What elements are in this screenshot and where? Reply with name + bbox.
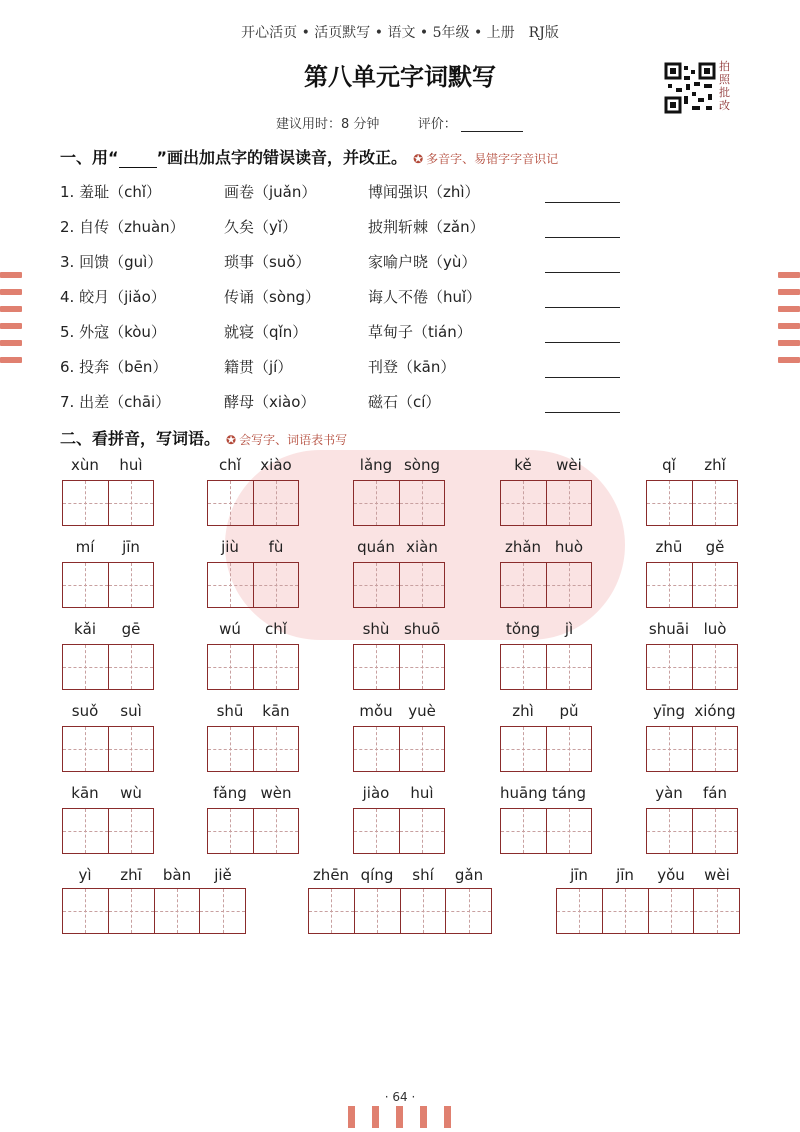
writing-cell[interactable]	[547, 481, 592, 525]
writing-cell[interactable]	[354, 563, 400, 607]
writing-grid[interactable]	[353, 644, 445, 690]
pinyin-syllable: shū	[216, 702, 244, 720]
section2-tip: ✪ 会写字、词语表书写	[226, 433, 348, 447]
pinyin-syllable: huì	[119, 456, 143, 474]
pinyin-syllable: yàn	[655, 784, 683, 802]
writing-cell[interactable]	[557, 889, 603, 933]
writing-grid[interactable]	[207, 644, 299, 690]
pinyin-syllable: wú	[219, 620, 241, 638]
answer-line[interactable]	[545, 377, 620, 378]
time-label: 建议用时：8 分钟	[276, 117, 380, 132]
question-word: 久矣（yǐ）	[224, 218, 298, 236]
writing-grid[interactable]	[308, 888, 492, 934]
writing-cell[interactable]	[200, 889, 245, 933]
pinyin-syllable: wèi	[556, 456, 582, 474]
writing-cell[interactable]	[208, 809, 254, 853]
writing-cell[interactable]	[109, 645, 154, 689]
answer-line[interactable]	[545, 307, 620, 308]
writing-grid[interactable]	[62, 888, 246, 934]
question-word: 诲人不倦（huǐ）	[368, 288, 482, 306]
section1-tip: ✪ 多音字、易错字字音识记	[413, 152, 559, 166]
writing-cell[interactable]	[208, 563, 254, 607]
question-word: 刊登（kān）	[368, 358, 456, 376]
writing-cell[interactable]	[547, 727, 592, 771]
pinyin-syllable: yì	[78, 866, 92, 884]
writing-cell[interactable]	[547, 645, 592, 689]
answer-line[interactable]	[545, 272, 620, 273]
writing-cell[interactable]	[649, 889, 695, 933]
writing-grid[interactable]	[62, 726, 154, 772]
writing-cell[interactable]	[63, 889, 109, 933]
pinyin-syllable: jiù	[221, 538, 239, 556]
writing-cell[interactable]	[401, 889, 447, 933]
pinyin-syllable: fù	[268, 538, 284, 556]
underline-mark	[119, 153, 157, 168]
pinyin-syllable: zhǎn	[504, 538, 542, 556]
question-word: 3. 回馈（guì）	[60, 253, 163, 271]
pinyin-syllable: kān	[71, 784, 99, 802]
answer-line[interactable]	[545, 202, 620, 203]
pinyin-syllable: wèn	[260, 784, 292, 802]
writing-cell[interactable]	[254, 727, 299, 771]
section1-heading: 一、用“ ”画出加点字的错误读音，并改正。 ✪ 多音字、易错字字音识记	[60, 148, 559, 167]
pinyin-syllable: bàn	[162, 866, 192, 884]
pinyin-syllable: zhì	[512, 702, 534, 720]
writing-cell[interactable]	[354, 645, 400, 689]
pinyin-syllable: tǒng	[505, 620, 541, 638]
writing-cell[interactable]	[400, 809, 445, 853]
pinyin-syllable: yǒu	[657, 866, 685, 884]
writing-cell[interactable]	[63, 809, 109, 853]
pinyin-syllable: fǎng	[213, 784, 247, 802]
meta-line	[276, 113, 523, 132]
pinyin-syllable: xùn	[71, 456, 99, 474]
writing-cell[interactable]	[109, 563, 154, 607]
pinyin-syllable: zhēn	[312, 866, 350, 884]
writing-grid[interactable]	[500, 808, 592, 854]
pinyin-syllable: luò	[703, 620, 727, 638]
writing-cell[interactable]	[254, 809, 299, 853]
writing-cell[interactable]	[400, 645, 445, 689]
pinyin-syllable: zhī	[120, 866, 142, 884]
answer-line[interactable]	[545, 342, 620, 343]
writing-grid[interactable]	[556, 888, 740, 934]
pinyin-syllable: kě	[514, 456, 532, 474]
writing-grid[interactable]	[646, 808, 738, 854]
question-word: 6. 投奔（bēn）	[60, 358, 168, 376]
writing-cell[interactable]	[603, 889, 649, 933]
writing-grid[interactable]	[207, 808, 299, 854]
writing-grid[interactable]	[646, 726, 738, 772]
writing-cell[interactable]	[254, 645, 299, 689]
writing-grid[interactable]	[207, 480, 299, 526]
question-word: 家喻户晓（yù）	[368, 253, 477, 271]
question-word: 琐事（suǒ）	[224, 253, 311, 271]
pinyin-syllable: shuāi	[648, 620, 690, 638]
answer-line[interactable]	[545, 237, 620, 238]
writing-cell[interactable]	[309, 889, 355, 933]
writing-cell[interactable]	[647, 645, 693, 689]
writing-grid[interactable]	[646, 562, 738, 608]
writing-cell[interactable]	[547, 563, 592, 607]
pinyin-syllable: pǔ	[559, 702, 579, 720]
writing-cell[interactable]	[693, 645, 738, 689]
qr-label: 拍照批改	[719, 60, 730, 112]
writing-cell[interactable]	[63, 727, 109, 771]
writing-cell[interactable]	[501, 727, 547, 771]
pinyin-syllable: sòng	[403, 456, 441, 474]
pinyin-syllable: xiàn	[406, 538, 438, 556]
writing-grid[interactable]	[62, 808, 154, 854]
pinyin-syllable: mǒu	[359, 702, 393, 720]
writing-grid[interactable]	[62, 480, 154, 526]
writing-grid[interactable]	[500, 562, 592, 608]
pinyin-syllable: kǎi	[73, 620, 97, 638]
writing-grid[interactable]	[646, 480, 738, 526]
writing-grid[interactable]	[500, 726, 592, 772]
writing-cell[interactable]	[647, 809, 693, 853]
pinyin-syllable: xióng	[694, 702, 736, 720]
pinyin-syllable: yīng	[652, 702, 686, 720]
pinyin-syllable: shù	[362, 620, 390, 638]
pinyin-syllable: suì	[120, 702, 142, 720]
writing-grid[interactable]	[500, 480, 592, 526]
writing-cell[interactable]	[501, 481, 547, 525]
star-icon: ✪	[413, 152, 424, 166]
question-word: 4. 皎月（jiǎo）	[60, 288, 166, 306]
writing-cell[interactable]	[208, 645, 254, 689]
eval-label: 评价：	[417, 117, 457, 132]
pinyin-syllable: mí	[75, 538, 95, 556]
pinyin-syllable: wèi	[704, 866, 730, 884]
writing-cell[interactable]	[208, 727, 254, 771]
pinyin-syllable: huì	[410, 784, 434, 802]
pinyin-syllable: chǐ	[219, 456, 241, 474]
writing-cell[interactable]	[647, 481, 693, 525]
question-word: 传诵（sòng）	[224, 288, 321, 306]
pinyin-syllable: jì	[564, 620, 574, 638]
writing-cell[interactable]	[109, 481, 154, 525]
writing-grid[interactable]	[500, 644, 592, 690]
pinyin-syllable: jīn	[122, 538, 140, 556]
question-word: 披荆斩棘（zǎn）	[368, 218, 485, 236]
writing-grid[interactable]	[646, 644, 738, 690]
question-word: 就寝（qǐn）	[224, 323, 308, 341]
writing-cell[interactable]	[647, 727, 693, 771]
writing-cell[interactable]	[501, 645, 547, 689]
pinyin-syllable: quán	[357, 538, 395, 556]
writing-grid[interactable]	[62, 644, 154, 690]
pinyin-syllable: jiào	[362, 784, 390, 802]
writing-grid[interactable]	[353, 808, 445, 854]
writing-cell[interactable]	[254, 481, 299, 525]
writing-cell[interactable]	[547, 809, 592, 853]
writing-cell[interactable]	[693, 563, 738, 607]
question-word: 酵母（xiào）	[224, 393, 316, 411]
writing-cell[interactable]	[63, 563, 109, 607]
question-word: 5. 外寇（kòu）	[60, 323, 166, 341]
pinyin-syllable: shuō	[403, 620, 440, 638]
writing-cell[interactable]	[693, 809, 738, 853]
writing-cell[interactable]	[400, 563, 445, 607]
writing-cell[interactable]	[400, 727, 445, 771]
pinyin-syllable: lǎng	[359, 456, 393, 474]
pinyin-syllable: jīn	[616, 866, 634, 884]
star-icon: ✪	[226, 433, 237, 447]
pinyin-syllable: chǐ	[265, 620, 287, 638]
writing-cell[interactable]	[109, 809, 154, 853]
writing-cell[interactable]	[354, 809, 400, 853]
pinyin-syllable: wù	[120, 784, 142, 802]
writing-cell[interactable]	[63, 645, 109, 689]
writing-grid[interactable]	[353, 562, 445, 608]
left-edge-marks	[0, 272, 22, 374]
pinyin-syllable: xiào	[260, 456, 292, 474]
writing-grid[interactable]	[353, 480, 445, 526]
pinyin-syllable: zhǐ	[704, 456, 726, 474]
writing-cell[interactable]	[400, 481, 445, 525]
question-word: 7. 出差（chāi）	[60, 393, 171, 411]
writing-cell[interactable]	[354, 727, 400, 771]
pinyin-syllable: táng	[551, 784, 587, 802]
writing-grid[interactable]	[62, 562, 154, 608]
pinyin-syllable: qǐ	[662, 456, 676, 474]
pinyin-syllable: zhū	[655, 538, 683, 556]
qr-code-icon[interactable]	[664, 62, 716, 114]
pinyin-syllable: jiě	[214, 866, 232, 884]
question-word: 画卷（juǎn）	[224, 183, 317, 201]
page-title: 第八单元字词默写	[304, 63, 496, 91]
writing-cell[interactable]	[254, 563, 299, 607]
pinyin-syllable: huò	[554, 538, 584, 556]
pinyin-syllable: jīn	[570, 866, 588, 884]
pinyin-syllable: yuè	[408, 702, 436, 720]
writing-cell[interactable]	[355, 889, 401, 933]
right-edge-marks	[778, 272, 800, 374]
pinyin-syllable: shí	[412, 866, 434, 884]
section2-heading: 二、看拼音，写词语。 ✪ 会写字、词语表书写	[60, 429, 348, 448]
writing-cell[interactable]	[501, 809, 547, 853]
writing-grid[interactable]	[353, 726, 445, 772]
writing-cell[interactable]	[109, 727, 154, 771]
writing-cell[interactable]	[446, 889, 491, 933]
bottom-edge-marks	[348, 1106, 468, 1132]
writing-cell[interactable]	[208, 481, 254, 525]
writing-cell[interactable]	[109, 889, 155, 933]
question-word: 籍贯（jí）	[224, 358, 293, 376]
writing-cell[interactable]	[63, 481, 109, 525]
page-number: · 64 ·	[384, 1090, 416, 1104]
question-word: 博闻强识（zhì）	[368, 183, 480, 201]
writing-grid[interactable]	[207, 562, 299, 608]
writing-grid[interactable]	[207, 726, 299, 772]
writing-cell[interactable]	[693, 727, 738, 771]
pinyin-syllable: gē	[121, 620, 141, 638]
pinyin-syllable: gě	[705, 538, 725, 556]
question-word: 2. 自传（zhuàn）	[60, 218, 185, 236]
writing-cell[interactable]	[694, 889, 739, 933]
eval-blank[interactable]	[461, 119, 523, 132]
pinyin-syllable: kān	[262, 702, 290, 720]
pinyin-syllable: suǒ	[71, 702, 99, 720]
page-header: 开心活页 • 活页默写 • 语文 • 5年级 • 上册 RJ版	[241, 25, 559, 41]
pinyin-syllable: fán	[703, 784, 727, 802]
pinyin-syllable: huāng	[500, 784, 548, 802]
question-word: 磁石（cí）	[368, 393, 441, 411]
answer-line[interactable]	[545, 412, 620, 413]
pinyin-syllable: gǎn	[454, 866, 484, 884]
question-word: 草甸子（tián）	[368, 323, 472, 341]
question-word: 1. 羞耻（chǐ）	[60, 183, 162, 201]
writing-cell[interactable]	[647, 563, 693, 607]
writing-cell[interactable]	[155, 889, 201, 933]
pinyin-syllable: qíng	[360, 866, 394, 884]
writing-cell[interactable]	[501, 563, 547, 607]
writing-cell[interactable]	[354, 481, 400, 525]
writing-cell[interactable]	[693, 481, 738, 525]
